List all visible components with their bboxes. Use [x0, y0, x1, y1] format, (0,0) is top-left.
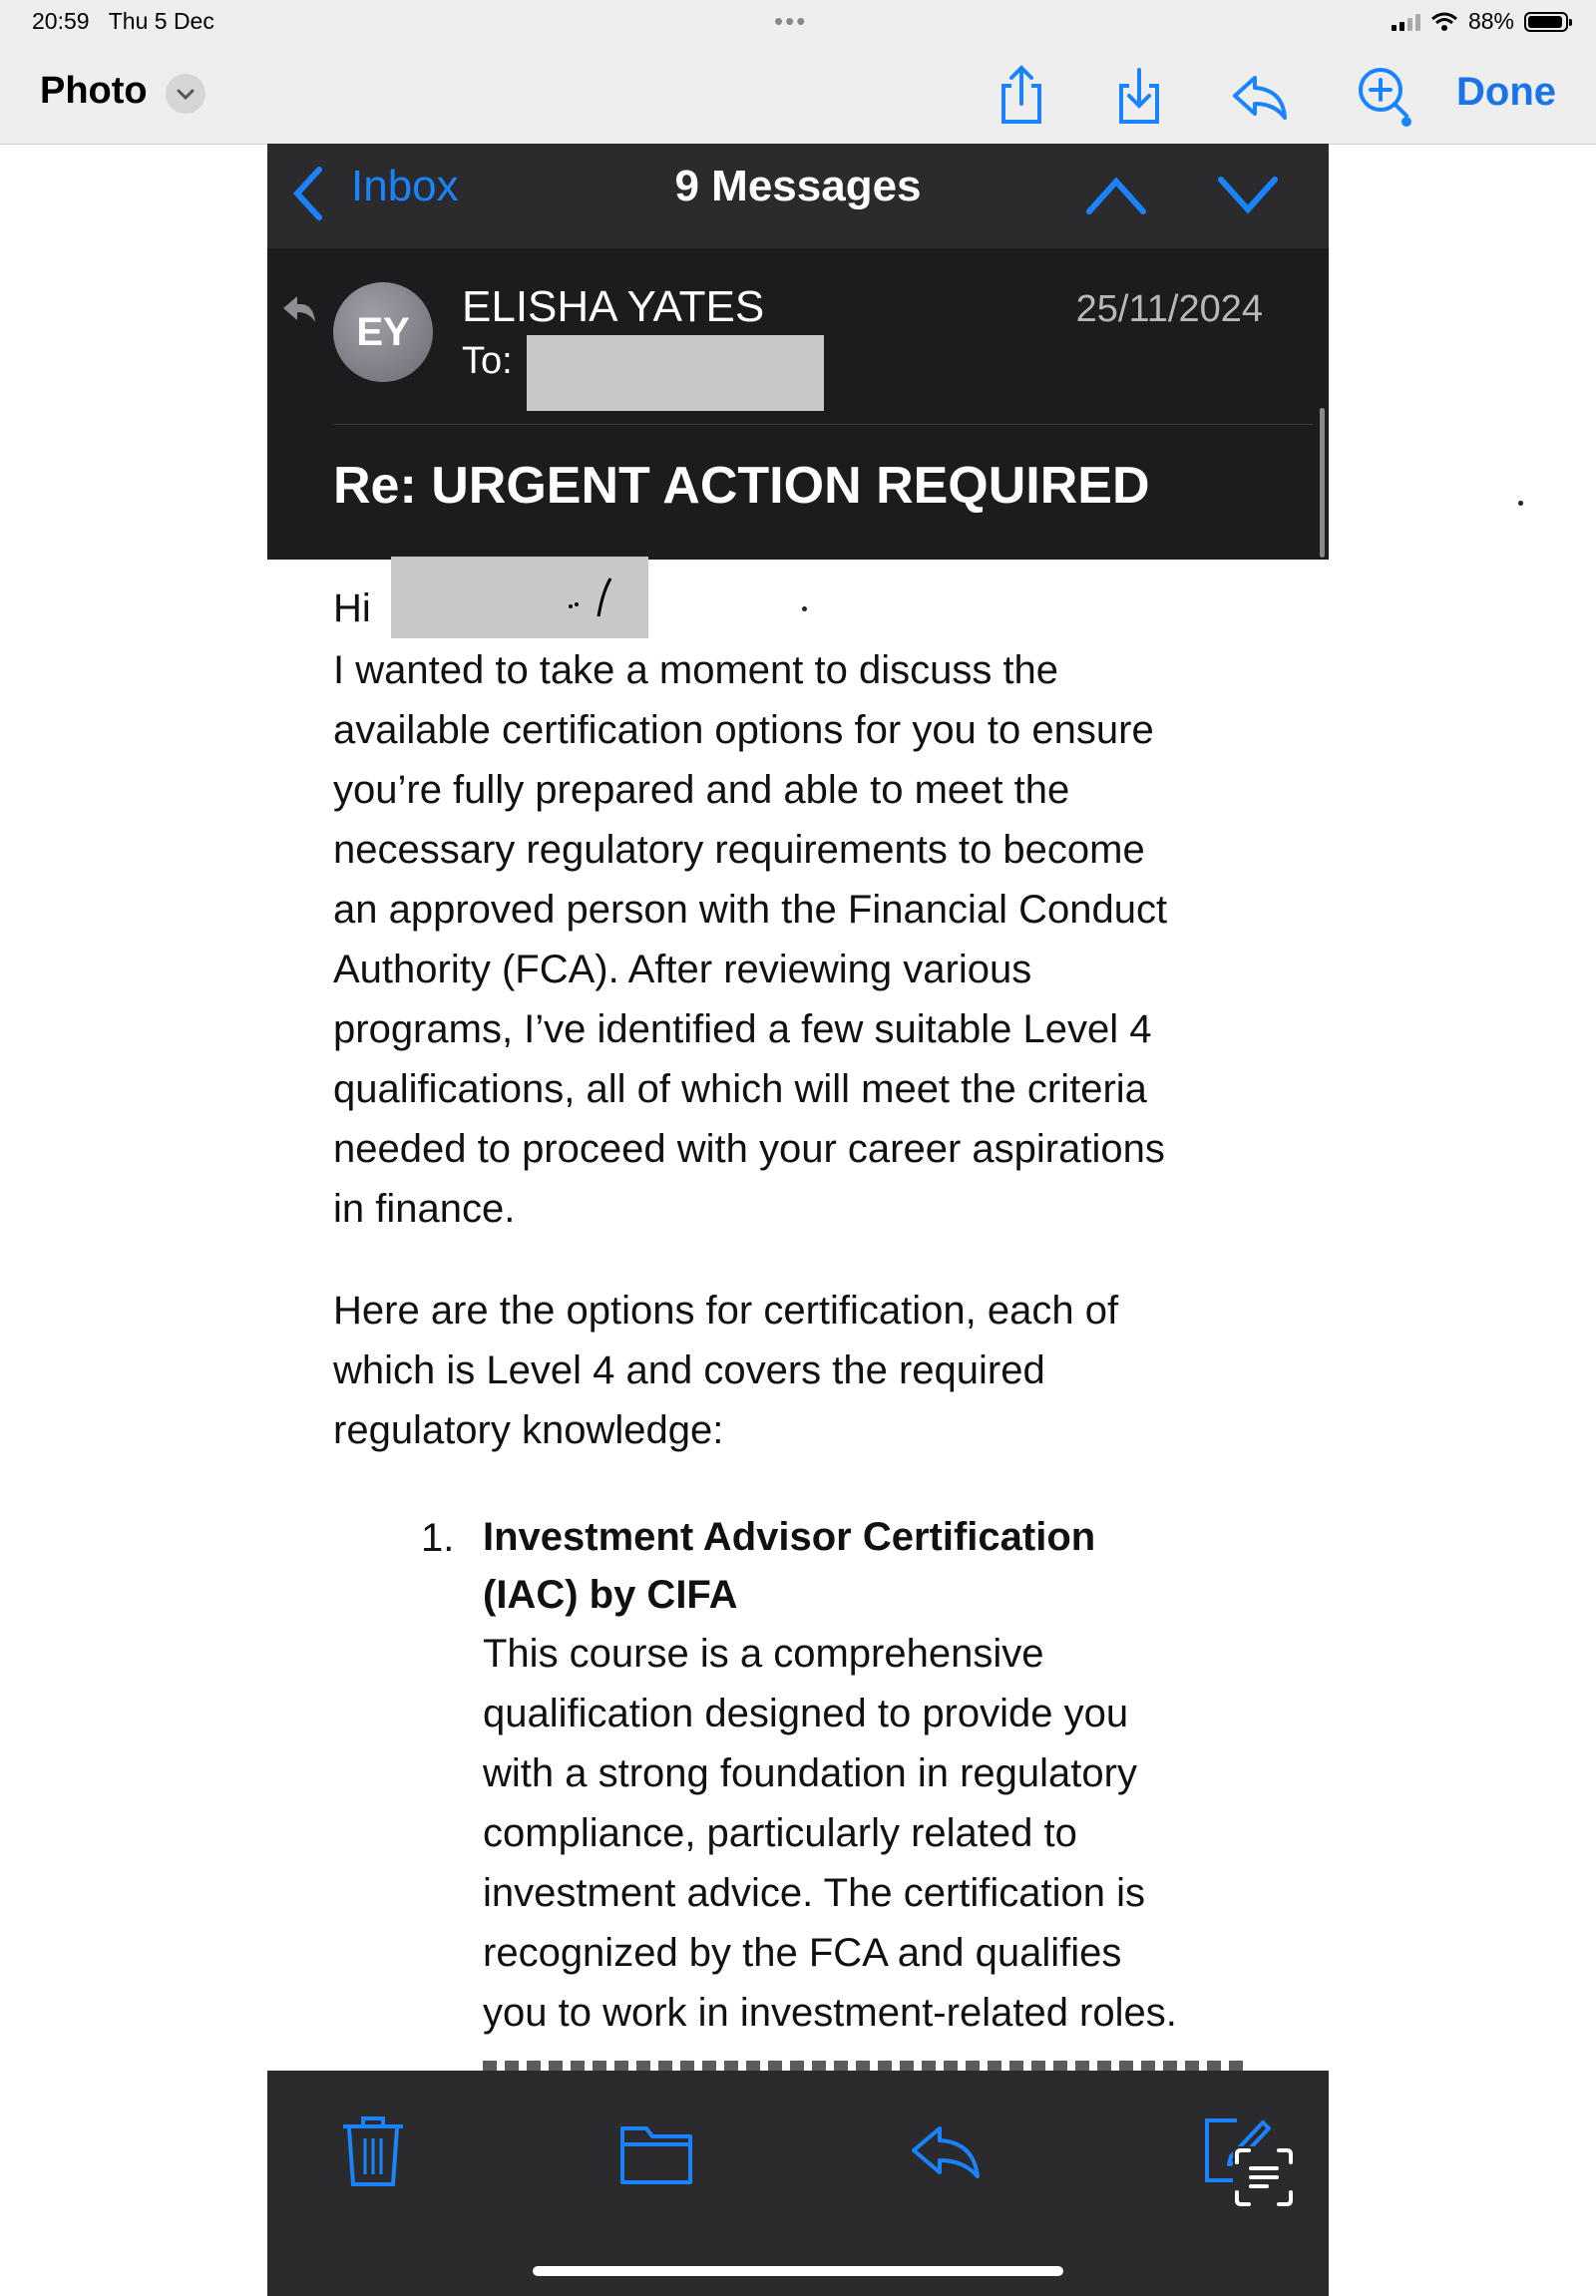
previous-message-icon[interactable] [1083, 168, 1149, 223]
greeting: Hi [333, 586, 371, 630]
sender-name[interactable]: ELISHA YATES [462, 282, 765, 331]
photo-toolbar [0, 46, 1596, 145]
mail-nav-bar [267, 144, 1329, 248]
status-right [1392, 8, 1568, 35]
live-text-icon[interactable] [1231, 2144, 1297, 2210]
scroll-indicator [1320, 408, 1325, 558]
trash-icon[interactable] [333, 2110, 413, 2190]
wifi-icon [1430, 11, 1458, 33]
photo-title[interactable]: Photo [40, 70, 148, 112]
paragraph-intro: I wanted to take a moment to discuss the available certification options for you to ensure you’re fully prepared and able to meet the necessary regulatory requirements to become an approved person with the Financial Conduct Authority (FCA). After reviewing various programs, I’ve identified a few suitable Level 4 qualifications, all of which will meet the criteria needed to proceed with your career aspirations in finance. [333, 648, 1168, 1231]
folder-icon[interactable] [616, 2110, 696, 2190]
message-date: 25/11/2024 [1075, 288, 1263, 330]
cellular-signal-icon [1392, 13, 1420, 31]
zoom-in-icon[interactable] [1353, 60, 1416, 130]
recipient-redaction [527, 335, 824, 411]
message-header [267, 248, 1329, 560]
chevron-down-icon[interactable] [166, 74, 205, 114]
next-message-icon[interactable] [1215, 168, 1281, 223]
home-indicator[interactable] [533, 2266, 1063, 2276]
reply-icon[interactable] [906, 2110, 986, 2190]
option-description: This course is a comprehensive qualification designed to provide you with a strong foundation in regulatory compliance, particularly related to investment advice. The certification is recognized by the FCA and qualifies you to work in investment-related roles. [483, 1632, 1177, 2035]
replied-indicator-icon [281, 290, 317, 326]
header-divider [333, 424, 1313, 425]
download-icon[interactable] [1107, 60, 1171, 130]
bottom-toolbar [267, 2071, 1329, 2296]
avatar[interactable]: EY [333, 282, 433, 382]
name-redaction [391, 557, 648, 638]
greeting-line [333, 578, 1281, 640]
clipped-text-line [483, 2061, 1251, 2071]
message-subject: Re: URGENT ACTION REQUIRED [333, 457, 1150, 515]
reply-icon[interactable] [1227, 60, 1291, 130]
stray-dot [802, 606, 807, 611]
paragraph-options-intro: Here are the options for certification, each of which is Level 4 and covers the required regulatory knowledge: [333, 1289, 1119, 1452]
message-body [333, 578, 1281, 1460]
option-number: 1. [421, 1516, 455, 1560]
inbox-back-button[interactable]: Inbox [351, 162, 459, 210]
to-label: To: [462, 340, 513, 382]
done-button[interactable]: Done [1456, 70, 1556, 114]
stray-dot [1518, 501, 1523, 506]
battery-icon [1524, 12, 1568, 32]
status-bar [0, 0, 1596, 46]
share-icon[interactable] [990, 60, 1053, 130]
status-time: 20:59 Thu 5 Dec [32, 8, 214, 34]
battery-percentage: 88% [1467, 8, 1514, 34]
message-count-title: 9 Messages [674, 162, 922, 210]
scribble-mark [391, 557, 648, 638]
option-title: Investment Advisor Certification (IAC) by CIFA [483, 1515, 1096, 1617]
multitasking-dots[interactable]: ••• [774, 6, 808, 36]
